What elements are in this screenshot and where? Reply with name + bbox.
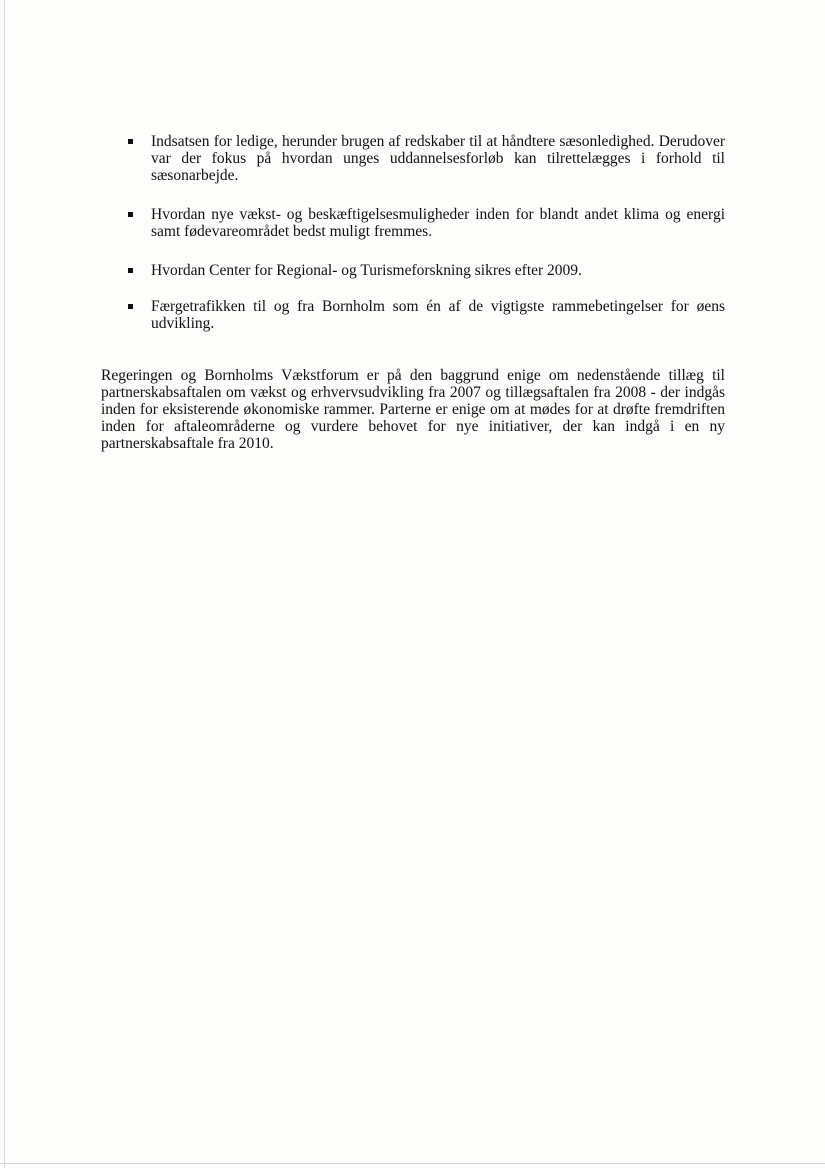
square-bullet-icon <box>128 304 133 309</box>
bullet-item <box>128 298 725 332</box>
scan-edge-left <box>4 0 5 1168</box>
bullet-text: Færgetrafikken til og fra Bornholm som én af de vigtigste rammebetingelser for øens udvikling. <box>151 298 725 332</box>
bullet-list <box>128 133 725 354</box>
bullet-item <box>128 206 725 240</box>
bullet-item <box>128 262 725 279</box>
bullet-item <box>128 133 725 184</box>
scan-edge-bottom <box>0 1163 825 1164</box>
square-bullet-icon <box>128 139 133 144</box>
bullet-text: Indsatsen for ledige, herunder brugen af redskaber til at håndtere sæsonledighed. Derudover var der fokus på hvordan unges uddannelsesforløb kan tilrettelægges i forhold til sæsonarbejde. <box>151 133 725 184</box>
bullet-text: Hvordan nye vækst- og beskæftigelsesmuligheder inden for blandt andet klima og energi samt fødevareområdet bedst muligt fremmes. <box>151 206 725 240</box>
bullet-text: Hvordan Center for Regional- og Turismeforskning sikres efter 2009. <box>151 262 582 279</box>
square-bullet-icon <box>128 212 133 217</box>
body-paragraph: Regeringen og Bornholms Vækstforum er på den baggrund enige om nedenstående tillæg til partnerskabsaftalen om vækst og erhvervsudvikling fra 2007 og tillægsaftalen fra 2008 - der indgås inden for eksisterende økonomiske rammer. Parterne er enige om at mødes for at drøfte fremdriften inden for aftaleområderne og vurdere behovet for nye initiativer, der kan indgå i en ny partnerskabsaftale fra 2010. <box>101 367 725 452</box>
square-bullet-icon <box>128 268 133 273</box>
